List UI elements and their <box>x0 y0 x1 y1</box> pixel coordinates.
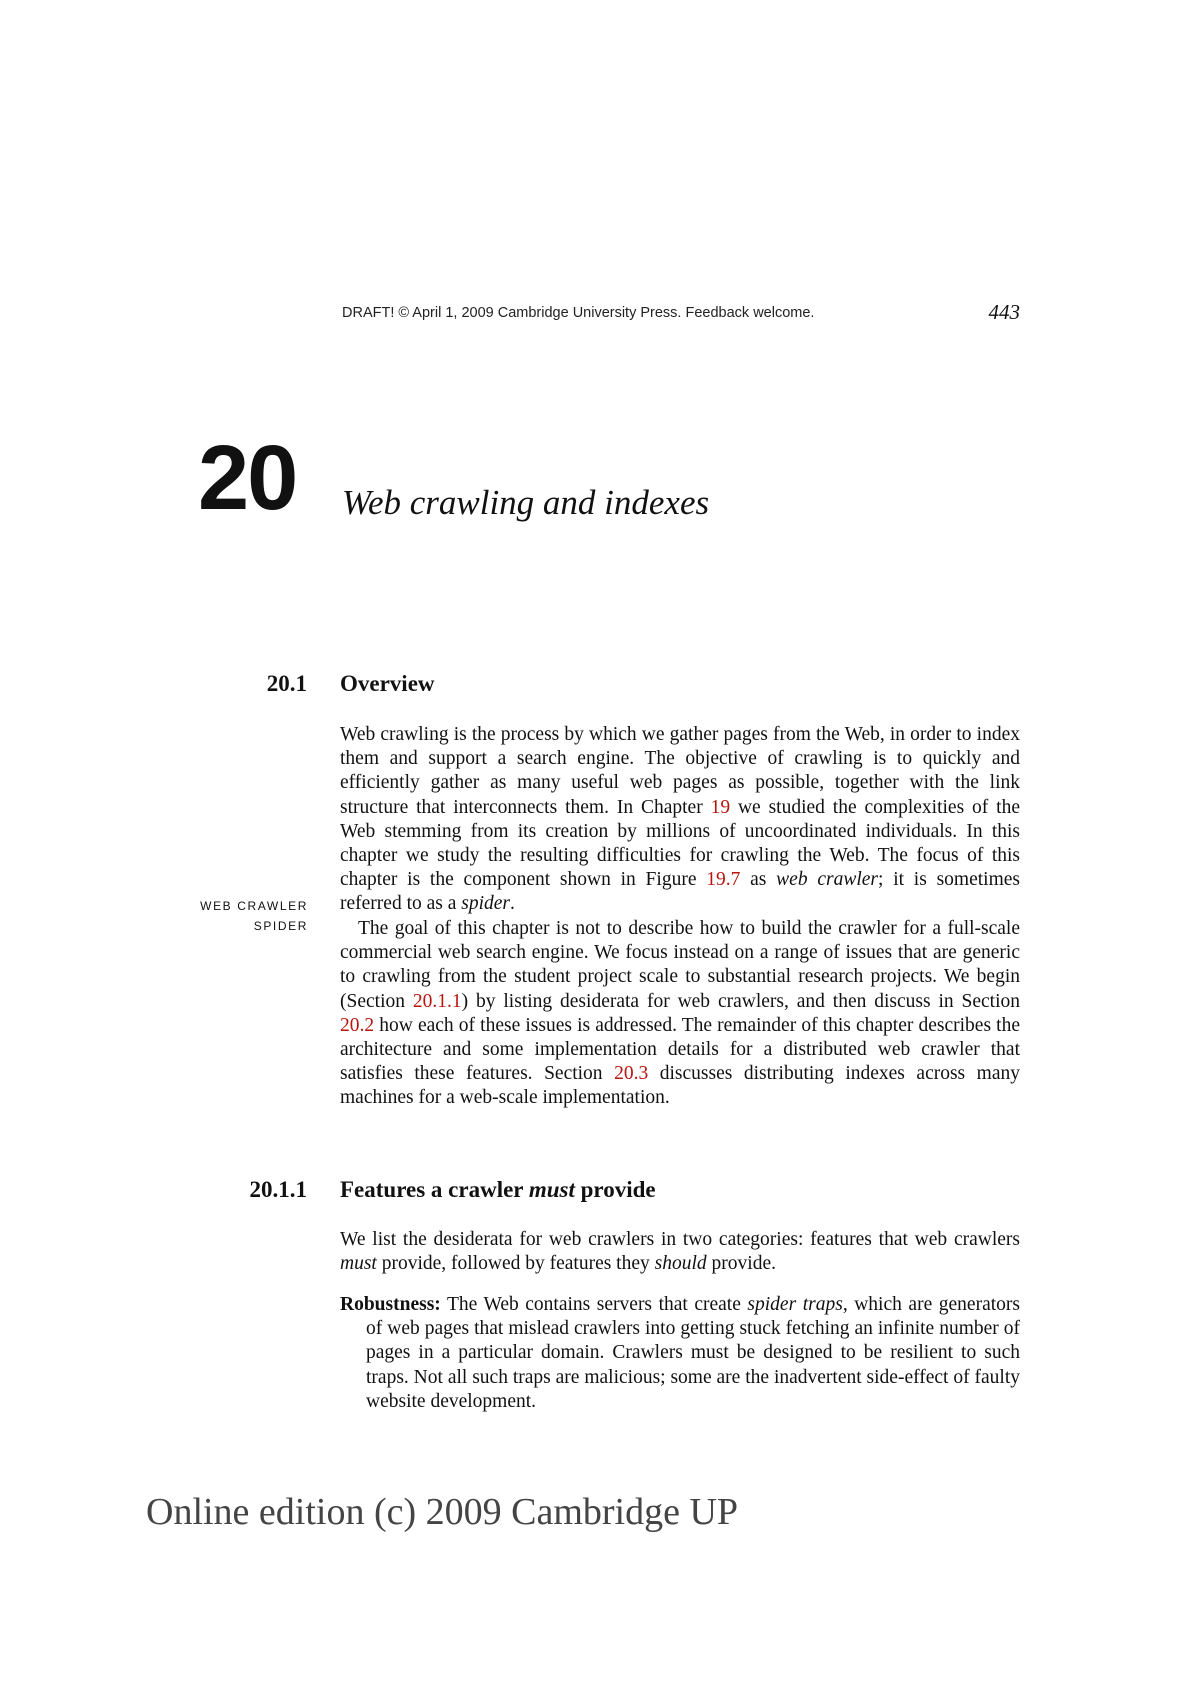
section-title-features: Features a crawler must provide <box>340 1177 656 1202</box>
paragraph-overview-2: The goal of this chapter is not to describe how to build the crawler for a full-scale commercial web search engine. We focus instead on a range of issues that are generic to crawling from the student project scale to substantial research projects. We begin (Section 20.1.1) by listing desiderata for web crawlers, and then discuss in Section 20.2 how each of these issues is addressed. The remainder of this chapter describes the architecture and some implementation details for a distributed web crawler that satisfies these features. Section 20.3 discusses distributing indexes across many machines for a web-scale implementation. <box>340 918 1021 1109</box>
chapter-number: 20 <box>198 427 297 529</box>
section-ref-link[interactable]: 20.2 <box>340 1014 375 1036</box>
section-number-features: 20.1.1 <box>249 1177 307 1202</box>
figure-ref-link[interactable]: 19.7 <box>706 869 741 891</box>
margin-note-web-crawler: WEB CRAWLER <box>200 899 308 913</box>
section-title-overview: Overview <box>340 671 435 696</box>
chapter-title: Web crawling and indexes <box>342 483 710 522</box>
chapter-ref-link[interactable]: 19 <box>710 796 731 818</box>
section-number-overview: 20.1 <box>266 671 307 696</box>
page-number: 443 <box>988 300 1020 324</box>
paragraph-overview-1: Web crawling is the process by which we gather pages from the Web, in order to index them and support a search engine. The objective of crawling is to quickly and efficiently gather as many useful web pages as possible, together with the link structure that interconnects them. In Chapter 19 we studied the complexities of the Web stemming from its creation by millions of uncoordinated individuals. In this chapter we study the resulting difficulties for crawling the Web. The focus of this chapter is the component shown in Figure 19.7 as web crawler; it is sometimes referred to as a spider. <box>340 724 1020 915</box>
draft-notice: DRAFT! © April 1, 2009 Cambridge University Press. Feedback welcome. <box>342 305 815 321</box>
online-edition-footer: Online edition (c) 2009 Cambridge UP <box>146 1491 739 1533</box>
robustness-label: Robustness: <box>340 1294 441 1315</box>
paragraph-features-intro: We list the desiderata for web crawlers in two categories: features that web crawlers must provide, followed by features they should provide. <box>340 1229 1020 1275</box>
section-ref-link[interactable]: 20.1.1 <box>412 990 462 1012</box>
robustness-item: Robustness: The Web contains servers that create spider traps, which are generators of web pages that mislead crawlers into getting stuck fetching an infinite number of pages in a particular domain. Crawlers must be designed to be resilient to such traps. Not all such traps are malicious; some are the inadvertent side-effect of faulty website development. <box>340 1294 1020 1412</box>
section-ref-link[interactable]: 20.3 <box>614 1063 649 1085</box>
margin-note-spider: SPIDER <box>253 919 308 933</box>
